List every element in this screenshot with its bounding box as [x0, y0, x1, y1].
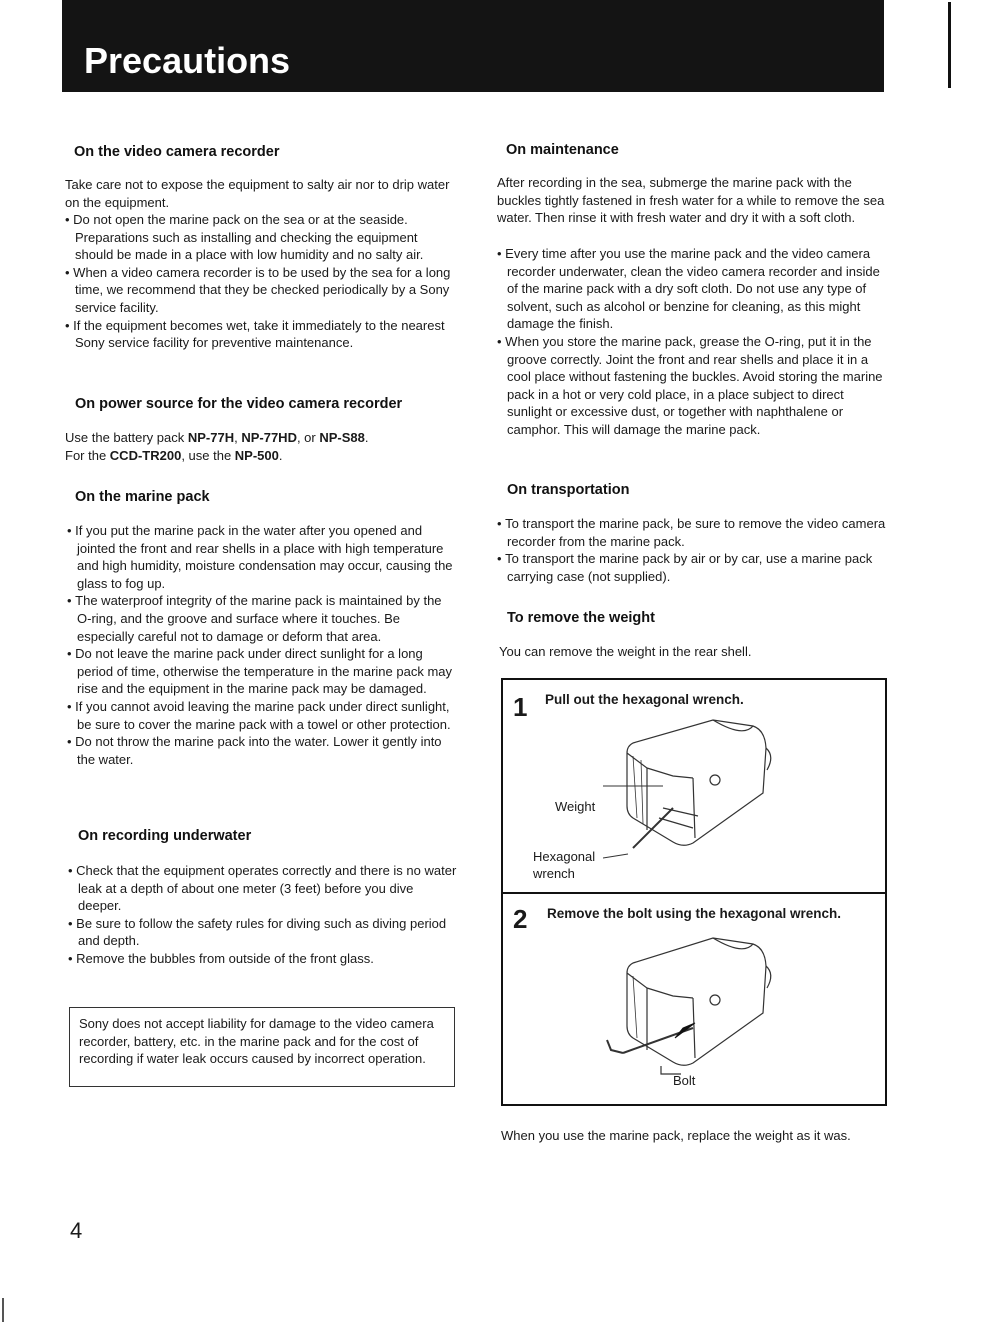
list-item: • If you put the marine pack in the water after you opened and jointed the front and rear shells in a place with high temperature and high humidity, moisture condensation may occur, causing the glass to fog up. [67, 522, 457, 592]
list-item: • When you store the marine pack, grease the O-ring, put it in the groove correctly. Joint the front and rear shells and place it in a cool place without fastening the buckles. Avoid storing the marine pack in a hot or very cold place, in a place subject to direct sunlight or excessive dust, or together with naphthalene or camphor. This will damage the marine pack. [497, 333, 887, 439]
label-bolt: Bolt [673, 1073, 696, 1088]
video-intro: Take care not to expose the equipment to salty air nor to drip water on the equipment. [65, 177, 450, 210]
model-ccdtr200: CCD-TR200 [109, 447, 182, 463]
list-item: • Do not leave the marine pack under direct sunlight for a long period of time, otherwise the temperature in the marine pack may rise and the equipment in the marine pack may be damaged. [67, 645, 457, 698]
list-item: • Do not open the marine pack on the sea or at the seaside. Preparations such as installing and checking the equipment should be made in a place with low humidity and no salty air. [65, 211, 457, 264]
heading-remove-weight: To remove the weight [507, 610, 655, 626]
model-np500: NP-500 [234, 447, 279, 463]
power-text: Use the battery pack NP-77H, NP-77HD, or NP-S88. For the CCD-TR200, use the NP-500. [65, 430, 369, 463]
label-weight: Weight [555, 799, 596, 814]
list-item: • Every time after you use the marine pack and the video camera recorder underwater, clean the video camera recorder and inside of the marine pack with a dry soft cloth. Do not use any type of solvent, such as alcohol or benzine for cleaning, as this might damage the finish. [497, 245, 887, 333]
edge-mark [948, 2, 951, 88]
model-np77h: NP-77H [187, 430, 235, 445]
list-item: • Remove the bubbles from outside of the front glass. [68, 950, 457, 968]
model-nps88: NP-S88 [319, 430, 365, 445]
heading-video-camera-recorder: On the video camera recorder [74, 144, 280, 160]
underwater-bullets [68, 862, 457, 968]
list-item: • If you cannot avoid leaving the marine pack under direct sunlight, be sure to cover the marine pack with a towel or other protection. [67, 698, 457, 733]
step-2-box [501, 892, 887, 1106]
weight-intro: You can remove the weight in the rear shell. [499, 644, 752, 659]
label-hexagonal: Hexagonal [533, 849, 596, 864]
liability-notice-box [69, 1007, 455, 1087]
heading-transportation: On transportation [507, 482, 630, 498]
list-item: • To transport the marine pack by air or by car, use a marine pack carrying case (not supplied). [497, 550, 887, 585]
list-item: • The waterproof integrity of the marine pack is maintained by the O-ring, and the groove and surface where it touches. Be especially careful not to damage or deform that area. [67, 592, 457, 645]
heading-marine-pack: On the marine pack [75, 489, 210, 505]
list-item: • When a video camera recorder is to be used by the sea for a long time, we recommend that they be checked periodically by a Sony service facility. [65, 264, 457, 317]
edge-mark-bottom [2, 1298, 4, 1322]
list-item: • Check that the equipment operates correctly and there is no water leak at a depth of about one meter (3 feet) before you dive deeper. [68, 862, 457, 915]
liability-notice-text: Sony does not accept liability for damage to the video camera recorder, battery, etc. in the marine pack and for the cost of recording if water leak occurs caused by incorrect operation. [79, 1016, 434, 1067]
maintenance-intro: After recording in the sea, submerge the marine pack with the buckles tightly fastened in fresh water for a while to remove the sea water. Then rinse it with fresh water and dry it with a soft cloth. [497, 175, 885, 226]
marine-pack-weight-illustration [603, 708, 793, 868]
model-np77hd: NP-77HD [241, 430, 297, 445]
marine-pack-bolt-illustration [583, 928, 783, 1088]
list-item: • If the equipment becomes wet, take it immediately to the nearest Sony service facility for preventive maintenance. [65, 317, 457, 352]
list-item: • Do not throw the marine pack into the water. Lower it gently into the water. [67, 733, 457, 768]
step-1-text: Pull out the hexagonal wrench. [545, 692, 744, 707]
video-bullets [65, 211, 457, 352]
step-2-number: 2 [513, 904, 528, 934]
heading-maintenance: On maintenance [506, 142, 619, 158]
weight-outro: When you use the marine pack, replace the weight as it was. [501, 1128, 851, 1143]
list-item: • Be sure to follow the safety rules for diving such as diving period and depth. [68, 915, 457, 950]
label-wrench: wrench [533, 866, 575, 881]
maintenance-bullets [497, 245, 887, 439]
list-item: • To transport the marine pack, be sure to remove the video camera recorder from the marine pack. [497, 515, 887, 550]
heading-power-source: On power source for the video camera recorder [75, 396, 403, 412]
step-1-box [501, 678, 887, 894]
step-1-number: 1 [513, 692, 528, 722]
page-number: 4 [70, 1218, 83, 1243]
page-header-band [62, 0, 884, 92]
step-2-text: Remove the bolt using the hexagonal wrench. [547, 906, 842, 921]
transport-bullets [497, 515, 887, 585]
heading-recording-underwater: On recording underwater [78, 828, 252, 844]
marine-bullets [67, 522, 457, 768]
page-title: Precautions [84, 40, 291, 81]
